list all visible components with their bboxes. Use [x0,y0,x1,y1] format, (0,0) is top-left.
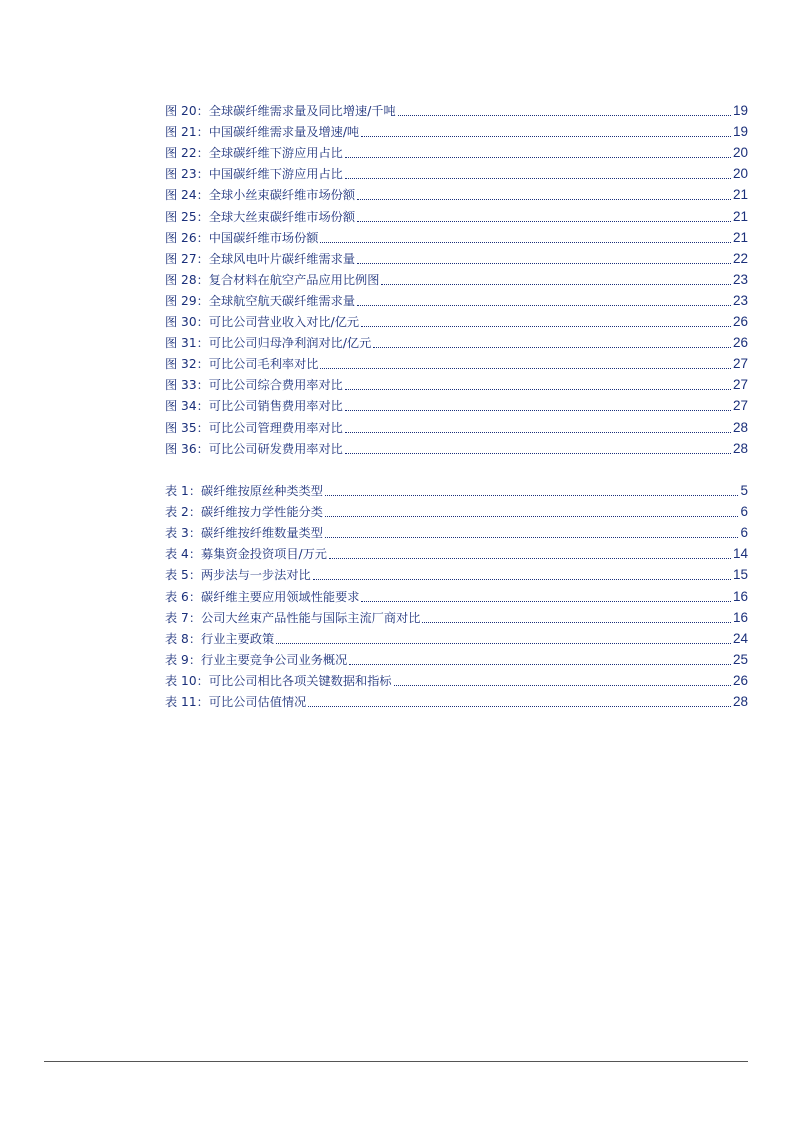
figure-page-number: 27 [732,356,748,372]
dot-leader [349,664,731,665]
figure-page-number: 28 [732,440,748,456]
table-label: 表 3： [165,526,202,541]
table-page-number: 5 [740,483,748,499]
table-entry[interactable] [165,478,748,499]
footer-divider [44,1061,748,1062]
figure-label: 图 31： [165,336,209,351]
table-label: 表 4： [165,547,202,562]
figure-label: 图 33： [165,378,209,393]
figure-label: 图 29： [165,293,209,308]
figure-label: 图 24： [165,188,209,203]
table-page-number: 15 [732,567,748,583]
dot-leader [329,558,731,559]
figure-entry[interactable] [165,436,748,457]
table-entry[interactable] [165,605,748,626]
figure-page-number: 21 [732,229,748,245]
dot-leader [361,326,731,327]
figure-title: 中国碳纤维需求量及增速/吨 [208,125,360,140]
table-title: 可比公司相比各项关键数据和指标 [208,673,392,688]
dot-leader [308,706,731,707]
figure-page-number: 23 [732,271,748,287]
figure-label: 图 36： [165,441,209,456]
table-title: 碳纤维主要应用领域性能要求 [201,589,360,604]
figure-title: 可比公司综合费用率对比 [208,378,343,393]
table-title: 两步法与一步法对比 [201,568,311,583]
dot-leader [345,410,731,411]
figure-title: 全球航空航天碳纤维需求量 [208,293,356,308]
table-entry[interactable] [165,541,748,562]
figure-entry[interactable] [165,393,748,414]
dot-leader [361,601,731,602]
table-title: 公司大丝束产品性能与国际主流厂商对比 [201,610,421,625]
table-page-number: 6 [740,504,748,520]
table-label: 表 5： [165,568,202,583]
table-label: 表 9： [165,652,202,667]
figure-title: 可比公司营业收入对比/亿元 [208,315,360,330]
figure-page-number: 22 [732,250,748,266]
figure-entry[interactable] [165,267,748,288]
dot-leader [345,157,731,158]
figure-page-number: 19 [732,103,748,119]
dot-leader [325,495,739,496]
figure-entry[interactable] [165,203,748,224]
table-entry[interactable] [165,668,748,689]
figure-entry[interactable] [165,140,748,161]
dot-leader [373,347,731,348]
figure-title: 复合材料在航空产品应用比例图 [208,272,380,287]
figure-entry[interactable] [165,119,748,140]
table-entry[interactable] [165,562,748,583]
figure-label: 图 27： [165,251,209,266]
figure-list [165,98,748,457]
dot-leader [357,221,731,222]
table-label: 表 8： [165,631,202,646]
figure-title: 全球碳纤维需求量及同比增速/千吨 [208,104,396,119]
table-page-number: 6 [740,525,748,541]
figure-label: 图 35： [165,420,209,435]
table-title: 行业主要政策 [201,631,275,646]
figure-label: 图 23： [165,167,209,182]
figure-page-number: 28 [732,419,748,435]
figure-title: 可比公司归母净利润对比/亿元 [208,336,372,351]
table-entry[interactable] [165,499,748,520]
table-title: 募集资金投资项目/万元 [201,547,327,562]
figure-entry[interactable] [165,246,748,267]
table-label: 表 2： [165,505,202,520]
dot-leader [320,368,731,369]
dot-leader [276,643,731,644]
figure-entry[interactable] [165,330,748,351]
dot-leader [381,284,731,285]
figure-page-number: 21 [732,208,748,224]
figure-entry[interactable] [165,288,748,309]
figure-entry[interactable] [165,182,748,203]
table-page-number: 24 [732,630,748,646]
figure-label: 图 22： [165,146,209,161]
dot-leader [325,537,739,538]
table-title: 碳纤维按力学性能分类 [201,505,323,520]
table-title: 可比公司估值情况 [208,695,307,710]
table-label: 表 11： [165,695,209,710]
table-title: 碳纤维按原丝种类类型 [201,484,323,499]
figure-entry[interactable] [165,309,748,330]
table-page-number: 14 [732,546,748,562]
figure-label: 图 34： [165,399,209,414]
dot-leader [394,685,731,686]
figure-label: 图 20： [165,104,209,119]
figure-page-number: 27 [732,398,748,414]
table-page-number: 26 [732,672,748,688]
figure-entry[interactable] [165,351,748,372]
dot-leader [357,263,731,264]
figure-page-number: 19 [732,124,748,140]
figure-label: 图 26： [165,230,209,245]
figure-label: 图 30： [165,315,209,330]
dot-leader [357,199,731,200]
figure-entry[interactable] [165,161,748,182]
table-label: 表 7： [165,610,202,625]
table-entry[interactable] [165,583,748,604]
dot-leader [398,115,731,116]
figure-title: 中国碳纤维市场份额 [208,230,319,245]
table-label: 表 6： [165,589,202,604]
figure-page-number: 27 [732,377,748,393]
dot-leader [313,579,731,580]
figure-entry[interactable] [165,225,748,246]
table-list [165,478,748,710]
table-entry[interactable] [165,520,748,541]
figure-title: 可比公司研发费用率对比 [208,441,343,456]
figure-title: 全球大丝束碳纤维市场份额 [208,209,356,224]
figure-title: 全球风电叶片碳纤维需求量 [208,251,356,266]
figure-page-number: 21 [732,187,748,203]
figure-title: 全球小丝束碳纤维市场份额 [208,188,356,203]
dot-leader [422,622,731,623]
table-label: 表 1： [165,484,202,499]
dot-leader [320,242,731,243]
dot-leader [361,136,731,137]
figure-title: 可比公司管理费用率对比 [208,420,343,435]
table-label: 表 10： [165,673,209,688]
table-page-number: 25 [732,651,748,667]
dot-leader [345,178,731,179]
table-entry[interactable] [165,647,748,668]
dot-leader [345,389,731,390]
figure-title: 全球碳纤维下游应用占比 [208,146,343,161]
table-title: 碳纤维按纤维数量类型 [201,526,323,541]
table-page-number: 28 [732,694,748,710]
figure-title: 可比公司毛利率对比 [208,357,319,372]
dot-leader [345,453,731,454]
dot-leader [357,305,731,306]
figure-page-number: 26 [732,335,748,351]
dot-leader [345,432,731,433]
table-entry[interactable] [165,626,748,647]
table-page-number: 16 [732,588,748,604]
figure-page-number: 20 [732,166,748,182]
figure-title: 中国碳纤维下游应用占比 [208,167,343,182]
figure-entry[interactable] [165,98,748,119]
figure-entry[interactable] [165,372,748,393]
figure-page-number: 20 [732,145,748,161]
figure-label: 图 32： [165,357,209,372]
figure-label: 图 21： [165,125,209,140]
table-entry[interactable] [165,689,748,710]
figure-page-number: 26 [732,314,748,330]
table-page-number: 16 [732,609,748,625]
figure-entry[interactable] [165,414,748,435]
figure-title: 可比公司销售费用率对比 [208,399,343,414]
figure-page-number: 23 [732,292,748,308]
figure-label: 图 25： [165,209,209,224]
dot-leader [325,516,739,517]
figure-label: 图 28： [165,272,209,287]
table-title: 行业主要竞争公司业务概况 [201,652,348,667]
